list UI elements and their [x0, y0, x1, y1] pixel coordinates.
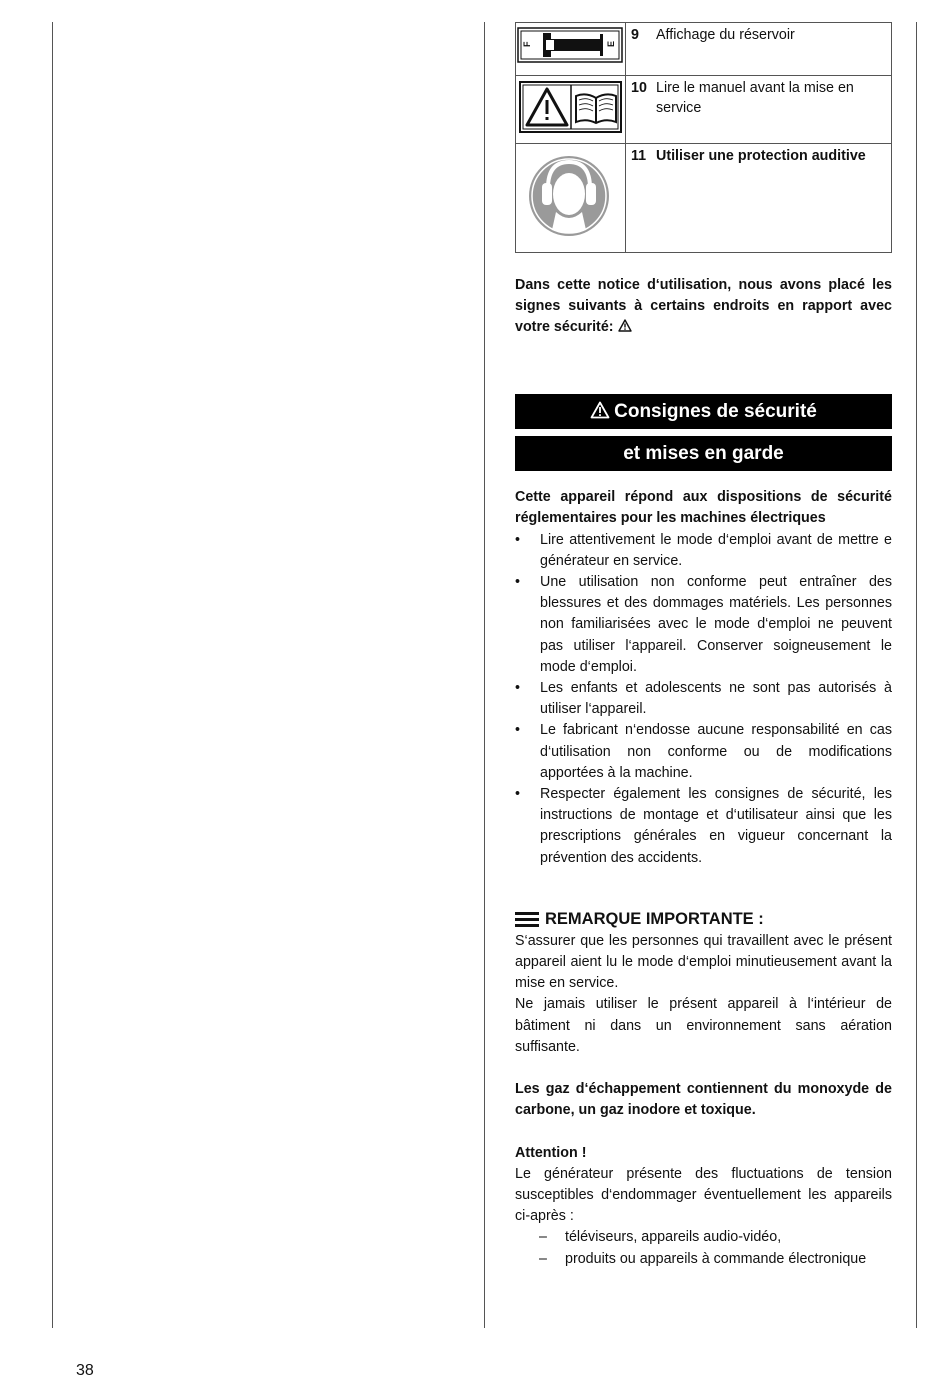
list-item: • Lire attentivement le mode d‘emploi avant de mettre e générateur en service. [515, 531, 892, 569]
list-item: • Les enfants et adolescents ne sont pas autorisés à utiliser l‘appareil. [515, 680, 892, 718]
symbol-9-description [626, 23, 892, 76]
bullet-text: Les enfants et adolescents ne sont pas autorisés à utiliser l‘appareil. [540, 680, 892, 718]
center-column-rule [484, 22, 485, 1328]
attention-heading: Attention ! [515, 1144, 587, 1161]
fuel-gauge-cell [516, 23, 626, 76]
right-column [515, 22, 892, 1270]
page-number: 38 [76, 1362, 94, 1379]
warning-triangle-icon [618, 319, 632, 332]
ear-protection-cell [516, 144, 626, 252]
safety-bullet-list [515, 530, 892, 869]
list-item: • Une utilisation non conforme peut entraîner des blessures et des dommages matériels. Les personnes non familiarisées avec le mode d‘emploi ne peuvent pas utiliser l‘appareil. Conserver soigneusement le mode d‘emploi. [515, 574, 892, 675]
symbol-number: 9 [631, 27, 639, 43]
safety-banner-subtitle: et mises en garde [623, 443, 784, 465]
right-margin-rule [916, 22, 917, 1328]
device-text: téléviseurs, appareils audio-vidéo, [565, 1229, 782, 1246]
list-item: – téléviseurs, appareils audio-vidéo, [539, 1229, 782, 1246]
remark-heading [515, 909, 892, 931]
bullet-text: Lire attentivement le mode d‘emploi avant de mettre e générateur en service. [540, 531, 892, 569]
symbol-10-description [626, 76, 892, 144]
affected-devices-list [515, 1227, 892, 1269]
symbol-label: Lire le manuel avant la mise en service [656, 80, 854, 117]
safety-banner-line2 [515, 436, 892, 471]
table-row [516, 23, 892, 76]
manual-warning-cell [516, 76, 626, 144]
symbol-11-description [626, 144, 892, 252]
remark-paragraph-2: Ne jamais utiliser le présent appareil à l‘intérieur de bâtiment ni dans un environnement sans aération suffisante. [515, 996, 892, 1055]
warning-read-manual-icon [516, 76, 625, 136]
left-margin-rule [52, 22, 53, 1328]
exhaust-warning: Les gaz d‘échappement contiennent du monoxyde de carbone, un gaz inodore et toxique. [515, 1081, 892, 1119]
list-item: – produits ou appareils à commande électronique [539, 1250, 867, 1267]
attention-text: Le générateur présente des fluctuations de tension susceptibles d‘endommager éventuellement les appareils ci-après : [515, 1165, 892, 1225]
intro-text: Dans cette notice d‘utilisation, nous avons placé les signes suivants à certains endroits en rapport avec votre sécurité: [515, 276, 892, 336]
fuel-gauge-icon [516, 23, 625, 68]
remark-title: REMARQUE IMPORTANTE : [545, 910, 764, 929]
list-item: • Respecter également les consignes de sécurité, les instructions de montage et d‘utilisateur ainsi que les prescriptions générales en vigueur concernant la prévention des accidents. [515, 786, 892, 866]
symbol-number: 11 [631, 148, 647, 165]
compliance-heading: Cette appareil répond aux dispositions de sécurité réglementaires pour les machines électriques [515, 489, 892, 527]
table-row [516, 144, 892, 252]
fuel-empty-letter: E [606, 40, 616, 47]
bullet-text: Respecter également les consignes de sécurité, les instructions de montage et d‘utilisateur ainsi que les prescriptions générales en vigueur concernant la prévention des accidents. [540, 786, 892, 866]
bullet-text: Une utilisation non conforme peut entraîner des blessures et des dommages matériels. Les personnes non familiarisées avec le mode d‘emploi ne peuvent pas utiliser l‘appareil. Conserver soigneusement le mode d‘emploi. [540, 574, 892, 675]
symbol-label: Affichage du réservoir [656, 27, 795, 43]
device-text: produits ou appareils à commande électronique [565, 1250, 867, 1267]
warning-triangle-icon [590, 401, 610, 419]
ear-protection-icon [516, 144, 625, 244]
remark-paragraph-1: S‘assurer que les personnes qui travaillent avec le présent appareil aient lu le mode d‘emploi minutieusement avant la mise en service. [515, 932, 892, 992]
table-row [516, 76, 892, 144]
safety-banner-title: Consignes de sécurité [614, 401, 817, 423]
symbol-label: Utiliser une protection auditive [656, 148, 866, 165]
list-item: • Le fabricant n‘endosse aucune responsabilité en cas d‘utilisation non conforme ou de modifications apportées à la machine. [515, 722, 892, 781]
note-lines-icon [515, 912, 539, 927]
bullet-text: Le fabricant n‘endosse aucune responsabilité en cas d‘utilisation non conforme ou de modifications apportées à la machine. [540, 722, 892, 781]
symbols-table [515, 22, 892, 253]
safety-banner-line1 [515, 394, 892, 429]
intro-paragraph [515, 275, 892, 339]
fuel-full-letter: F [522, 41, 532, 47]
symbol-number: 10 [631, 80, 647, 97]
